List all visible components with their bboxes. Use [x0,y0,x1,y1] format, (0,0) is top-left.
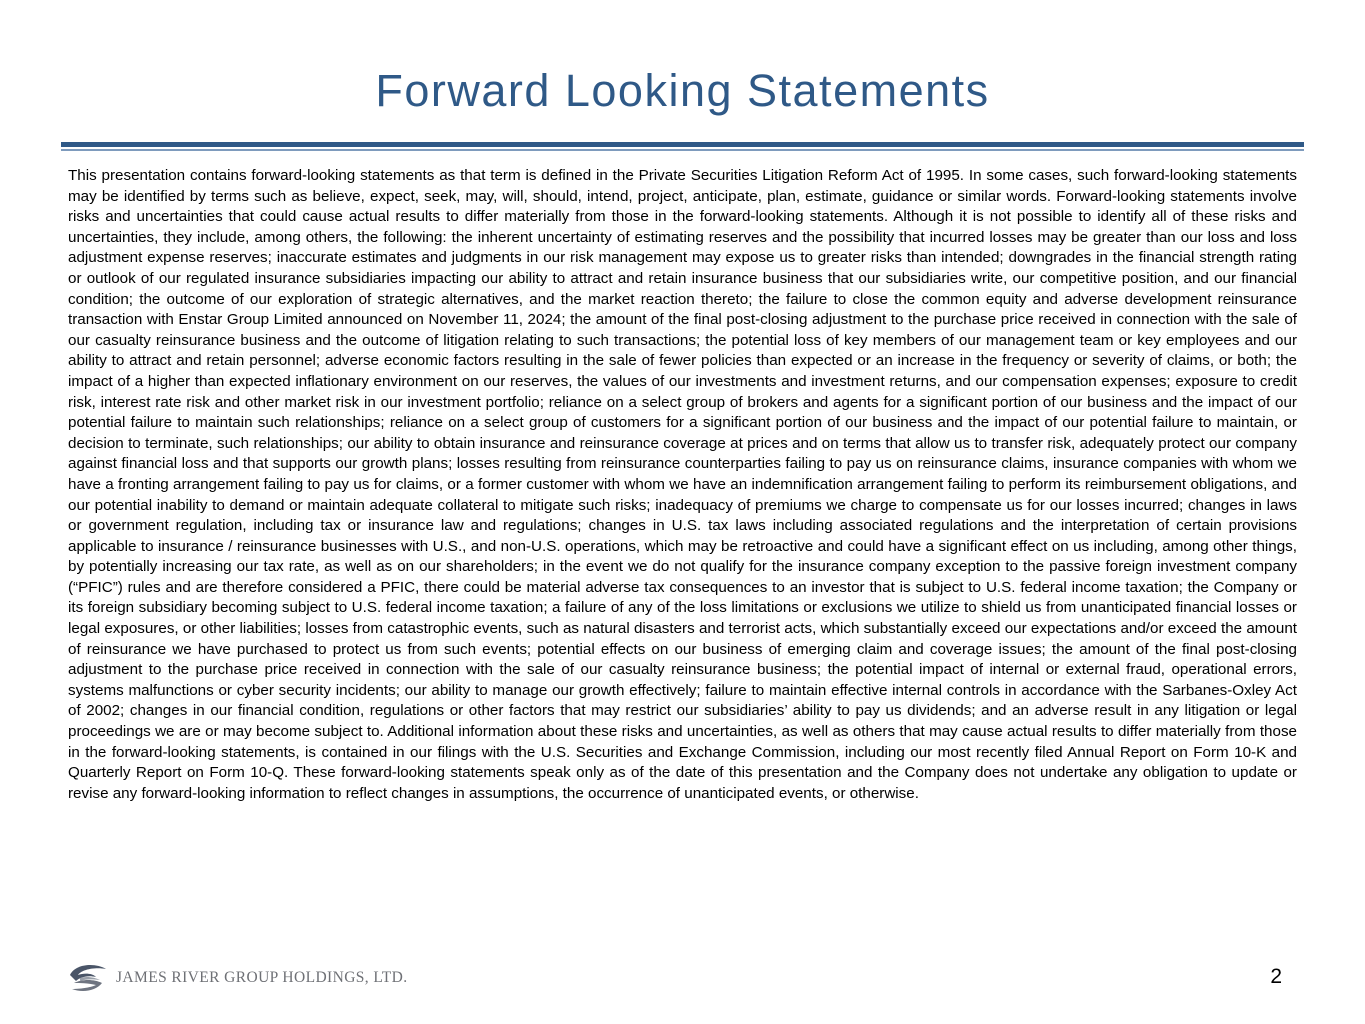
company-name: JAMES RIVER GROUP HOLDINGS, LTD. [116,969,408,986]
title-divider-secondary [61,149,1304,151]
company-logo [66,961,408,995]
forward-looking-statement-text: This presentation contains forward-looking statements as that term is defined in the Private Securities Litigation Reform Act of 1995. In some cases, such forward-looking statements may be identified by terms such as believe, expect, seek, may, will, should, intend, project, anticipate, plan, estimate, guidance or similar words. Forward-looking statements involve risks and uncertainties that could cause actual results to differ materially from those in the forward-looking statements. Although it is not possible to identify all of these risks and uncertainties, they include, among others, the following: the inherent uncertainty of estimating reserves and the possibility that incurred losses may be greater than our loss and loss adjustment expense reserves; inaccurate estimates and judgments in our risk management may expose us to greater risks than intended; downgrades in the financial strength rating or outlook of our regulated insurance subsidiaries impacting our ability to attract and retain insurance business that our subsidiaries write, our competitive position, and our financial condition; the outcome of our exploration of strategic alternatives, and the market reaction thereto; the failure to close the common equity and adverse development reinsurance transaction with Enstar Group Limited announced on November 11, 2024; the amount of the final post-closing adjustment to the purchase price received in connection with the sale of our casualty reinsurance business and the outcome of litigation relating to such transactions; the potential loss of key members of our management team or key employees and our ability to attract and retain personnel; adverse economic factors resulting in the sale of fewer policies than expected or an increase in the frequency or severity of claims, or both; the impact of a higher than expected inflationary environment on our reserves, the values of our investments and investment returns, and our compensation expenses; exposure to credit risk, interest rate risk and other market risk in our investment portfolio; reliance on a select group of brokers and agents for a significant portion of our business and the impact of our potential failure to maintain such relationships; reliance on a select group of customers for a significant portion of our business and the impact of our potential failure to maintain, or decision to terminate, such relationships; our ability to obtain insurance and reinsurance coverage at prices and on terms that allow us to transfer risk, adequately protect our company against financial loss and that supports our growth plans; losses resulting from reinsurance counterparties failing to pay us on reinsurance claims, insurance companies with whom we have a fronting arrangement failing to pay us for claims, or a former customer with whom we have an indemnification arrangement failing to perform its reimbursement obligations, and our potential inability to demand or maintain adequate collateral to mitigate such risks; inadequacy of premiums we charge to compensate us for our losses incurred; changes in laws or government regulation, including tax or insurance law and regulations; changes in U.S. tax laws including associated regulations and the interpretation of certain provisions applicable to insurance / reinsurance businesses with U.S., and non-U.S. operations, which may be retroactive and could have a significant effect on us including, among other things, by potentially increasing our tax rate, as well as on our shareholders; in the event we do not qualify for the insurance company exception to the passive foreign investment company (“PFIC”) rules and are therefore considered a PFIC, there could be material adverse tax consequences to an investor that is subject to U.S. federal income taxation; the Company or its foreign subsidiary becoming subject to U.S. federal income taxation; a failure of any of the loss limitations or exclusions we utilize to shield us from unanticipated financial losses or legal exposures, or other liabilities; losses from catastrophic events, such as natural disasters and terrorist acts, which substantially exceed our expectations and/or exceed the amount of reinsurance we have purchased to protect us from such events; potential effects on our business of emerging claim and coverage issues; the amount of the final post-closing adjustment to the purchase price received in connection with the sale of our casualty reinsurance business; the potential impact of internal or external fraud, operational errors, systems malfunctions or cyber security incidents; our ability to manage our growth effectively; failure to maintain effective internal controls in accordance with the Sarbanes-Oxley Act of 2002; changes in our financial condition, regulations or other factors that may restrict our subsidiaries’ ability to pay us dividends; and an adverse result in any litigation or legal proceedings we are or may become subject to. Additional information about these risks and uncertainties, as well as others that may cause actual results to differ materially from those in the forward-looking statements, is contained in our filings with the U.S. Securities and Exchange Commission, including our most recently filed Annual Report on Form 10-K and Quarterly Report on Form 10-Q. These forward-looking statements speak only as of the date of this presentation and the Company does not undertake any obligation to update or revise any forward-looking information to reflect changes in assumptions, the occurrence of unanticipated events, or otherwise. [68,167,1297,802]
page-number: 2 [1270,965,1282,988]
river-swirl-logo-icon [66,961,110,995]
slide-title: Forward Looking Statements [375,65,990,116]
title-divider-primary [61,142,1304,147]
